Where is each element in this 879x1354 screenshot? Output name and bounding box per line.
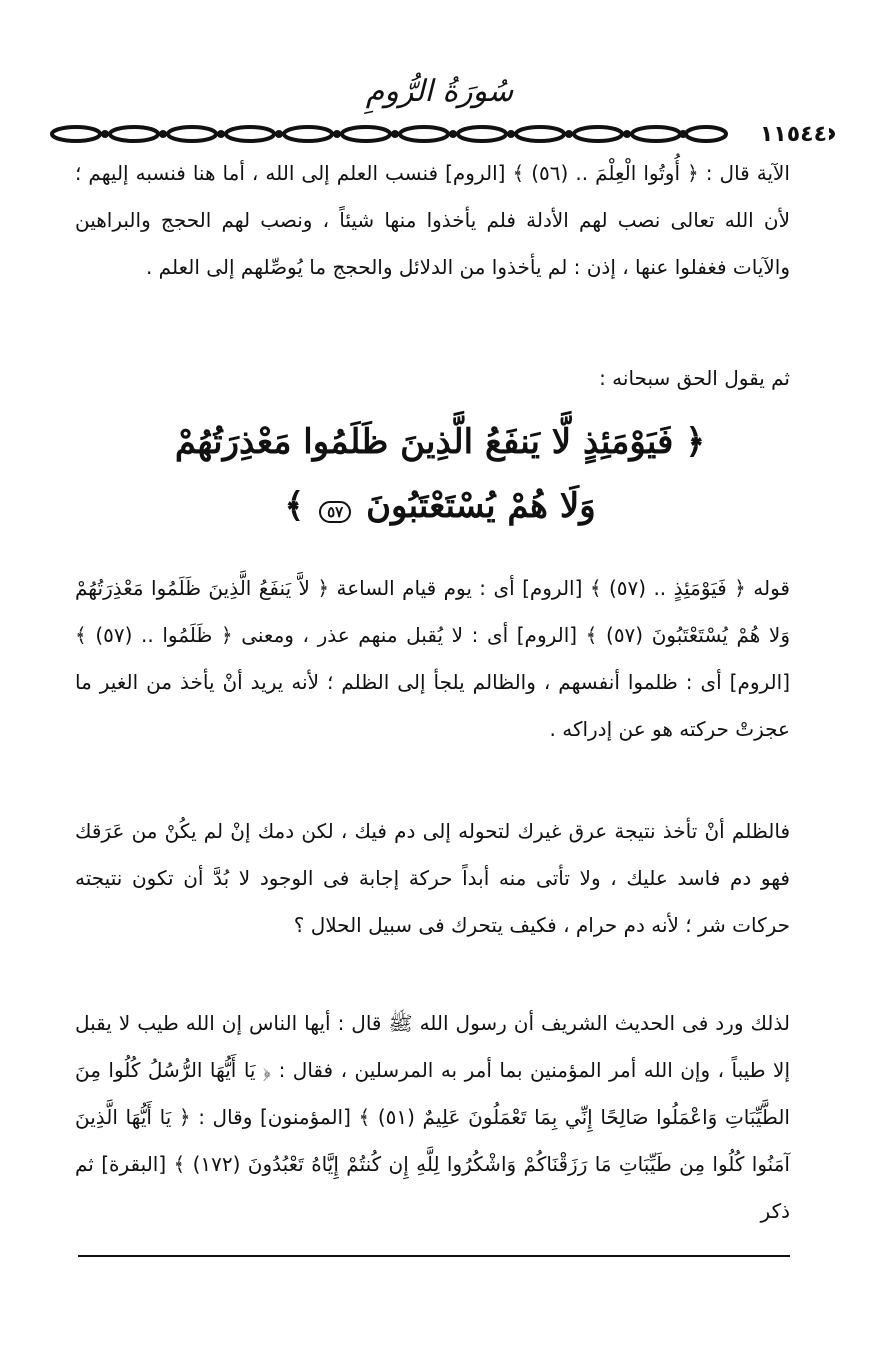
quran-verse-line-1: ﴿ فَيَوْمَئِذٍ لَّا يَنفَعُ الَّذِينَ ظَلَمُوا مَعْذِرَتُهُمْ (174, 422, 706, 462)
closing-bracket-icon: ﴾ (284, 486, 305, 526)
quran-verse-line-2-text: وَلَا هُمْ يُسْتَعْتَبُونَ (366, 486, 596, 526)
page-number: ١١٥٤٤ (759, 122, 827, 147)
paragraph-4: لذلك ورد فى الحديث الشريف أن رسول الله ﷺ قال : أيها الناس إن الله طيب لا يقبل إلا طيباً ، وإن الله أمر المؤمنين بما أمر به المرسلين ، فقال : ﴿ يَا أَيُّهَا الرُّسُلُ كُلُوا مِنَ الطَّيِّبَاتِ وَاعْمَلُوا صَالِحًا إِنِّي بِمَا تَعْمَلُونَ عَلِيمٌ (٥١) ﴾ [المؤمنون] وقال : ﴿ يَا أَيُّهَا الَّذِينَ آمَنُوا كُلُوا مِن طَيِّبَاتِ مَا رَزَقْنَاكُمْ وَاشْكُرُوا لِلَّهِ إِن كُنتُمْ إِيَّاهُ تَعْبُدُونَ (١٧٢) ﴾ [البقرة] ثم ذكر (75, 1011, 790, 1223)
paragraph-1: الآية قال : ﴿ أُوتُوا الْعِلْمَ .. (٥٦) ﴾ [الروم] فنسب العلم إلى الله ، أما هنا فنسبه إليهم ؛ لأن الله تعالى نصب لهم الأدلة فلم يأخذوا منها شيئاً ، ونصب لهم الحجج والبراهين والآيات فغفلوا عنها ، إذن : لم يأخذوا من الدلائل والحجج ما يُوصِّلهم إلى العلم . (75, 161, 790, 279)
decorative-border (46, 120, 836, 150)
bottom-rule (78, 1255, 790, 1257)
paragraph-3: فالظلم أنْ تأخذ نتيجة عرق غيرك لتحوله إلى دم فيك ، لكن دمك إنْ لم يكُنْ من عَرَقك فهو دم فاسد عليك ، ولا تأتى منه أبداً حركة إجابة فى الوجود لا بُدَّ أن تكون نتيجته حركات شر ؛ لأنه دم حرام ، فكيف يتحرك فى سبيل الحلال ؟ (75, 819, 790, 937)
quran-verse-line-2 (120, 474, 760, 538)
intro-line: ثم يقول الحق سبحانه : (599, 366, 790, 390)
verse-number-badge: ٥٧ (319, 501, 351, 523)
chain-ornament-icon (46, 120, 836, 150)
paragraph-2: قوله ﴿ فَيَوْمَئِذٍ .. (٥٧) ﴾ [الروم] أى : يوم قيام الساعة ﴿ لاَّ يَنفَعُ الَّذِينَ ظَلَمُوا مَعْذِرَتُهُمْ وَلا هُمْ يُسْتَعْتَبُونَ (٥٧) ﴾ [الروم] أى : لا يُقبل منهم عذر ، ومعنى ﴿ ظَلَمُوا .. (٥٧) ﴾ [الروم] أى : ظلموا أنفسهم ، والظالم يلجأ إلى الظلم ؛ لأنه يريد أنْ يأخذ من الغير ما عجزتْ حركته هو عن إدراكه . (75, 576, 790, 741)
surah-title: سُورَةُ الرُّومِ (365, 74, 514, 109)
quran-verse-block (120, 410, 760, 538)
